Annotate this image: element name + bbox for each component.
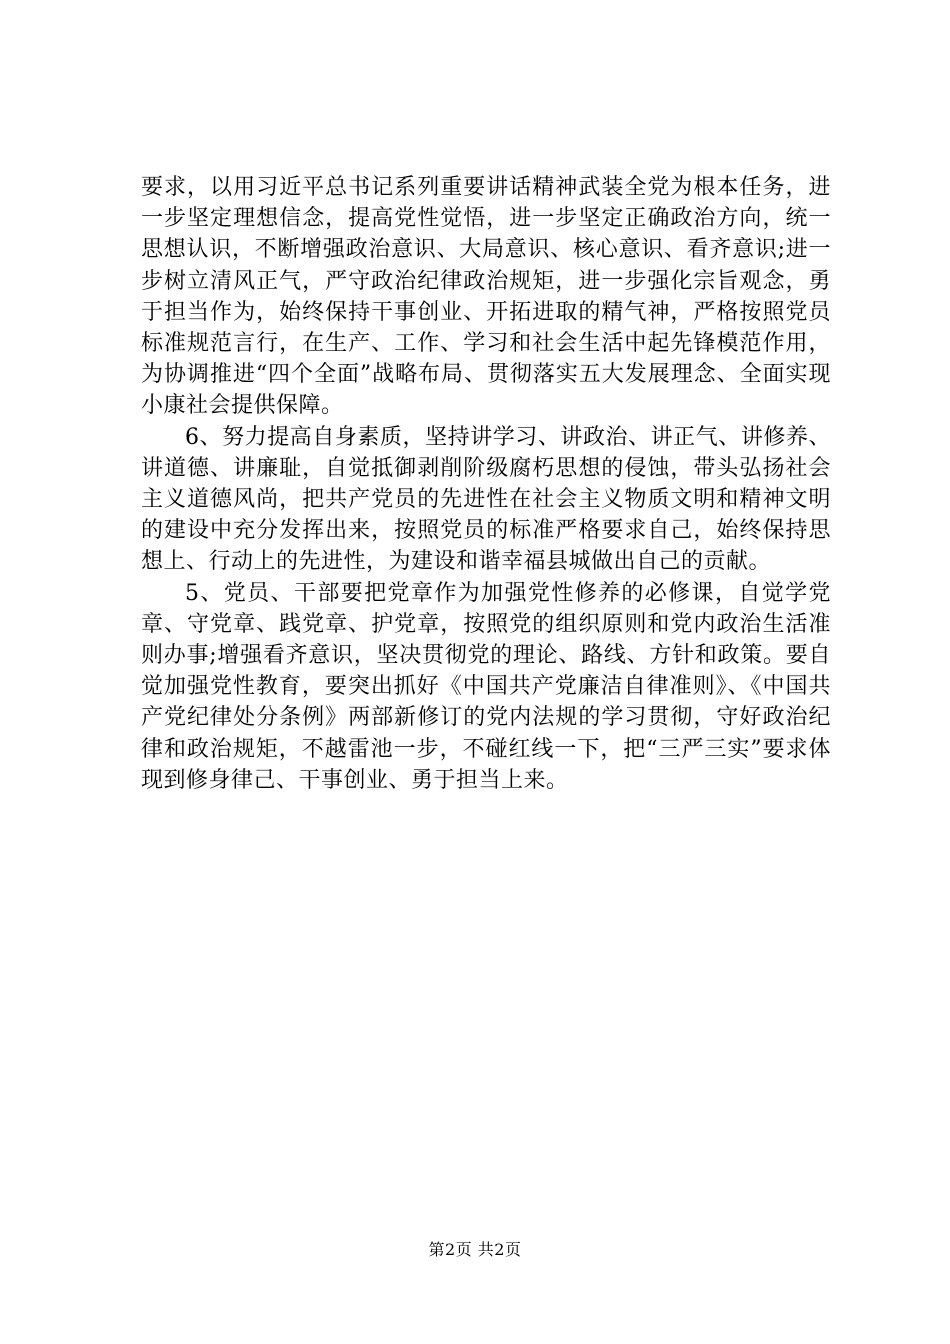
paragraph-item-6: 6、努力提高自身素质，坚持讲学习、讲政治、讲正气、讲修养、讲道德、讲廉耻，自觉抵御剥削阶级腐朽思想的侵蚀，带头弘扬社会主义道德风尚，把共产党员的先进性在社会主义物质文明和精神文明的建设中充分发挥出来，按照党员的标准严格要求自己，始终保持思想上、行动上的先进性，为建设和谐幸福县城做出自己的贡献。: [141, 424, 831, 575]
paragraph-continuation: 要求，以用习近平总书记系列重要讲话精神武装全党为根本任务，进一步坚定理想信念，提高党性觉悟，进一步坚定正确政治方向，统一思想认识，不断增强政治意识、大局意识、核心意识、看齐意识;进一步树立清风正气，严守政治纪律政治规矩，进一步强化宗旨观念，勇于担当作为，始终保持干事创业、开拓进取的精气神，严格按照党员标准规范言行，在生产、工作、学习和社会生活中起先锋模范作用，为协调推进“四个全面”战略布局、贯彻落实五大发展理念、全面实现小康社会提供保障。: [141, 175, 831, 419]
document-body: [141, 172, 831, 796]
paragraph-item-5: 5、党员、干部要把党章作为加强党性修养的必修课，自觉学党章、守党章、践党章、护党章，按照党的组织原则和党内政治生活准则办事;增强看齐意识，坚决贯彻党的理论、路线、方针和政策。要自觉加强党性教育，要突出抓好《中国共产党廉洁自律准则》、《中国共产党纪律处分条例》两部新修订的党内法规的学习贯彻，守好政治纪律和政治规矩，不越雷池一步，不碰红线一下，把“三严三实”要求体现到修身律己、干事创业、勇于担当上来。: [141, 580, 831, 793]
page-number-footer: 第2页 共2页: [428, 1240, 522, 1259]
